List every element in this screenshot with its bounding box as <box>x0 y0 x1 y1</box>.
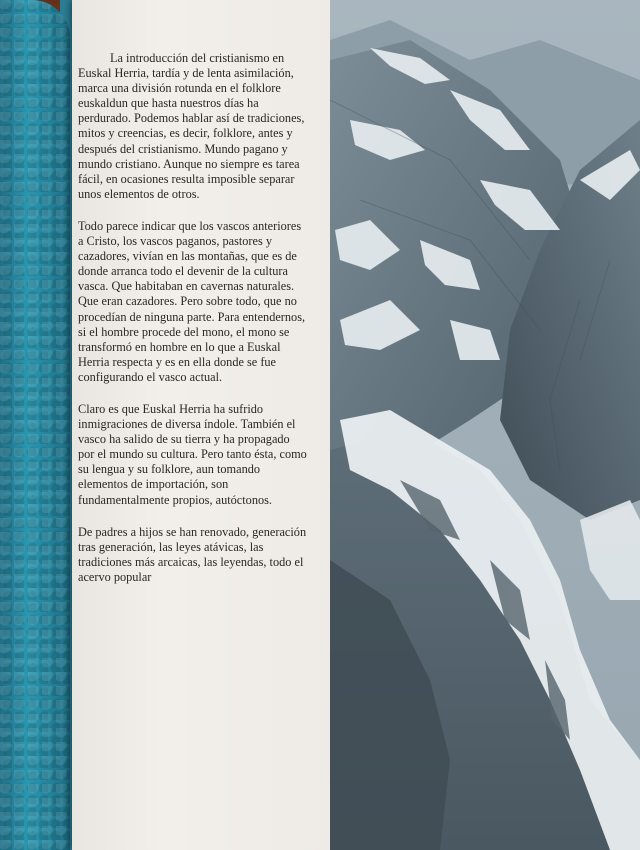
paragraph-4: De padres a hijos se han renovado, generación tras generación, las leyes atávicas, las tradiciones más arcaicas, las leyendas, todo el acervo popular <box>78 524 307 584</box>
page-text <box>78 51 308 602</box>
mountain-photo <box>330 0 640 850</box>
blue-towel <box>0 0 70 850</box>
paragraph-3: Claro es que Euskal Herria ha sufrido inmigraciones de diversa índole. También el vasco ha salido de su tierra y ha propagado por el mundo su cultura. Pero tanto ésta, como su lengua y su folklore, aun tomando elementos de importación, son fundamentalmente propios, autóctonos. <box>78 401 307 507</box>
mountain-illustration <box>330 0 640 850</box>
paragraph-1: La introducción del cristianismo en Euskal Herria, tardía y de lenta asimilación, marca una división rotunda en el folklore euskaldun que hasta nuestros días ha perdurado. Podemos hablar así de tradiciones, mitos y creencias, es decir, folklore, antes y después del cristianismo. Mundo pagano y mundo cristiano. Aunque no siempre es tarea fácil, en ocasiones resulta imposible separar unos elementos de otros. <box>78 51 305 201</box>
paragraph-2: Todo parece indicar que los vascos anteriores a Cristo, los vascos paganos, pastores y cazadores, vivían en las montañas, que es de donde arranca todo el devenir de la cultura vasca. Que habitaban en cavernas naturales. Que eran cazadores. Pero sobre todo, que no procedían de ninguna parte. Para entendernos, si el hombre procede del mono, el mono se transformó en hombre en lo que a Euskal Herria respecta y es en ella donde se fue configurando el vasco actual. <box>78 218 306 384</box>
